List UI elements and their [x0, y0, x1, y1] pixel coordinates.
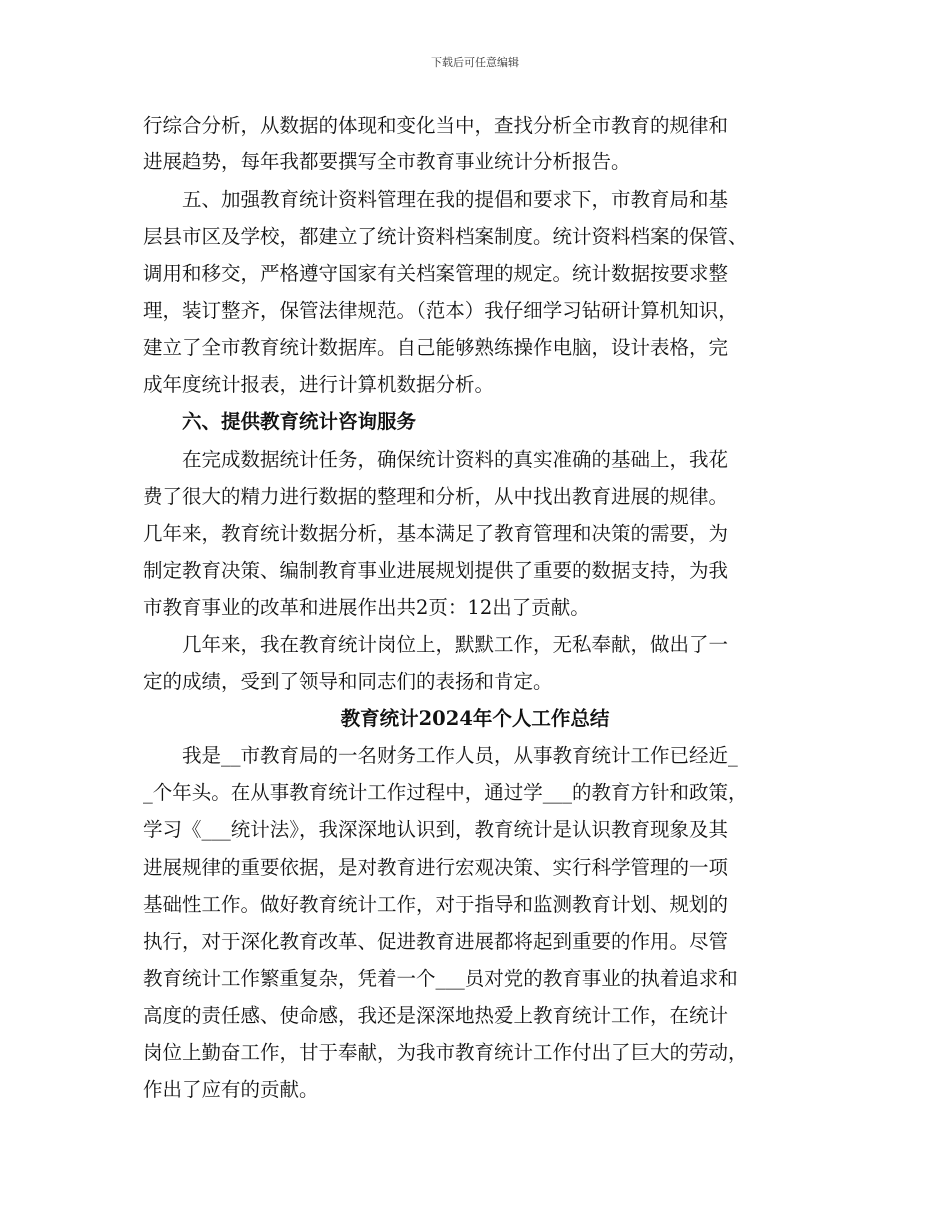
body-line: 学习《___统计法》，我深深地认识到，教育统计是认识教育现象及其 — [143, 818, 729, 841]
body-line: 调用和移交，严格遵守国家有关档案管理的规定。统计数据按要求整 — [143, 262, 729, 285]
document-title: 教育统计2024年个人工作总结 — [340, 707, 610, 730]
body-line: 作出了应有的贡献。 — [143, 1078, 319, 1101]
section-heading: 六、提供教育统计咨询服务 — [143, 410, 417, 433]
body-line: 我是__市教育局的一名财务工作人员，从事教育统计工作已经近_ — [143, 744, 738, 767]
body-line: 高度的责任感、使命感，我还是深深地热爱上教育统计工作，在统计 — [143, 1004, 729, 1027]
body-line: _个年头。在从事教育统计工作过程中，通过学___的教育方针和政策， — [143, 781, 748, 804]
body-line: 基础性工作。做好教育统计工作，对于指导和监测教育计划、规划的 — [143, 893, 729, 916]
body-line: 几年来，我在教育统计岗位上，默默工作，无私奉献，做出了一 — [143, 633, 729, 656]
body-line: 层县市区及学校，都建立了统计资料档案制度。统计资料档案的保管、 — [143, 225, 748, 248]
body-line: 进展趋势，每年我都要撰写全市教育事业统计分析报告。 — [143, 150, 631, 173]
body-line: 教育统计工作繁重复杂，凭着一个___员对党的教育事业的执着追求和 — [143, 967, 738, 990]
body-line: 制定教育决策、编制教育事业进展规划提供了重要的数据支持，为我 — [143, 559, 729, 582]
body-line: 五、加强教育统计资料管理在我的提倡和要求下，市教育局和基 — [143, 188, 729, 211]
body-line: 岗位上勤奋工作，甘于奉献，为我市教育统计工作付出了巨大的劳动， — [143, 1041, 748, 1064]
body-line: 费了很大的精力进行数据的整理和分析，从中找出教育进展的规律。 — [143, 485, 729, 508]
body-line: 行综合分析，从数据的体现和变化当中，查找分析全市教育的规律和 — [143, 114, 729, 137]
body-line: 定的成绩，受到了领导和同志们的表扬和肯定。 — [143, 670, 553, 693]
body-line: 在完成数据统计任务，确保统计资料的真实准确的基础上，我花 — [143, 448, 729, 471]
body-line: 成年度统计报表，进行计算机数据分析。 — [143, 373, 495, 396]
body-line: 几年来，教育统计数据分析，基本满足了教育管理和决策的需要，为 — [143, 522, 729, 545]
body-line: 执行，对于深化教育改革、促进教育进展都将起到重要的作用。尽管 — [143, 930, 729, 953]
body-line: 理，装订整齐，保管法律规范。（范本）我仔细学习钻研计算机知识， — [143, 299, 738, 322]
body-line: 建立了全市教育统计数据库。自己能够熟练操作电脑，设计表格，完 — [143, 336, 729, 359]
body-line: 市教育事业的改革和进展作出共2页：12出了贡献。 — [143, 596, 590, 619]
page-header-note: 下载后可任意编辑 — [431, 56, 519, 69]
body-line: 进展规律的重要依据，是对教育进行宏观决策、实行科学管理的一项 — [143, 856, 729, 879]
